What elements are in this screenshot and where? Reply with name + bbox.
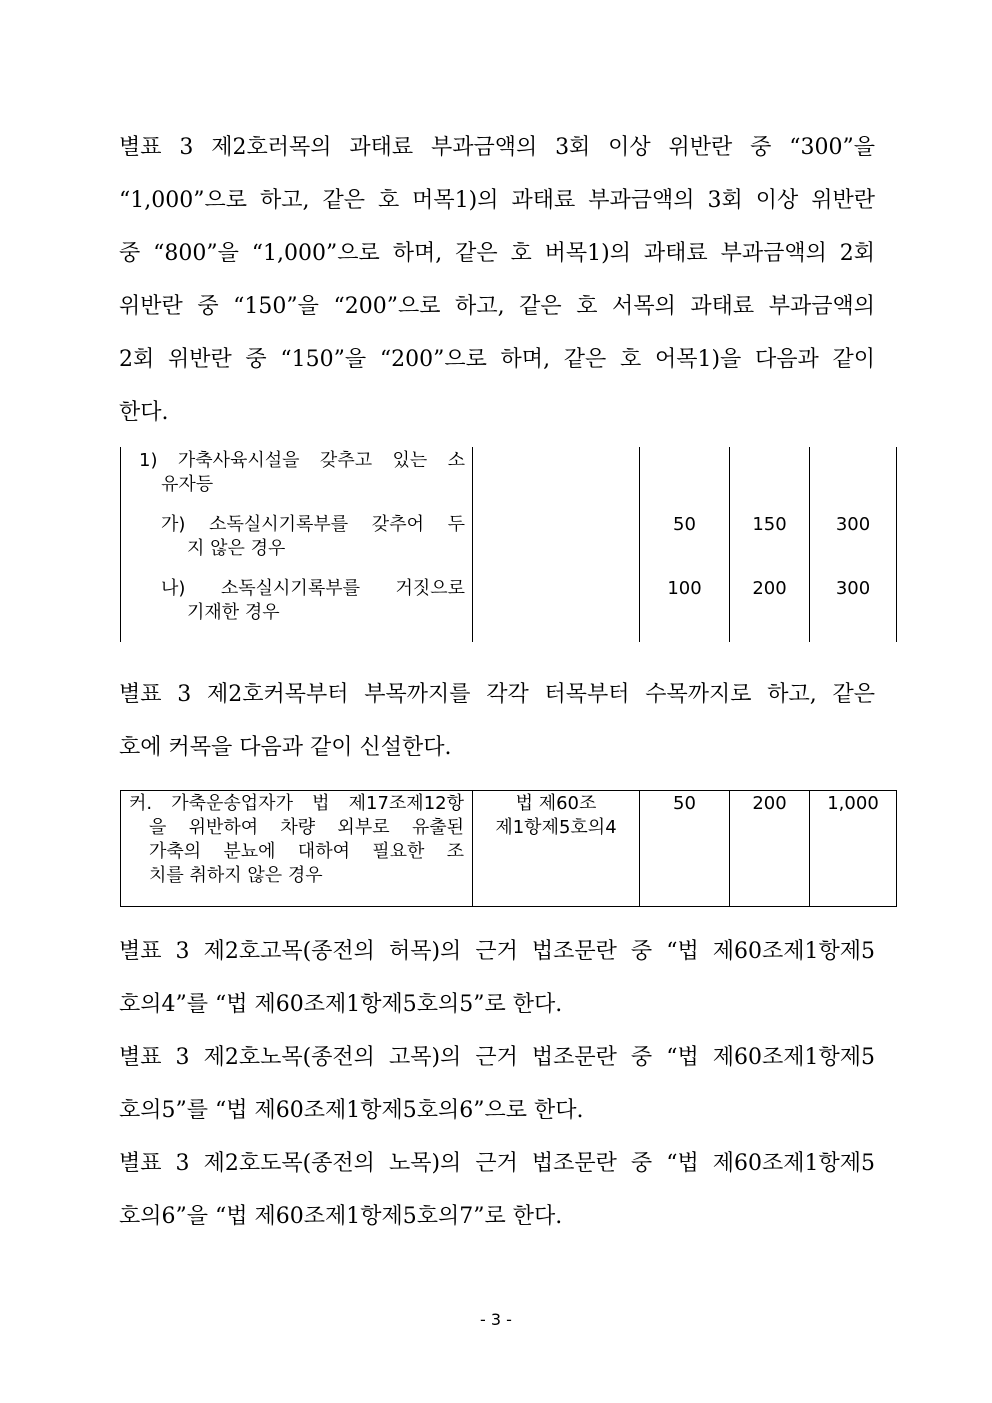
table-text-line: 치를 취하지 않은 경우 — [149, 865, 323, 886]
penalty-value: 300 — [835, 578, 871, 599]
table-text-line: 지 않은 경우 — [187, 538, 286, 559]
table-text-line: 가축의 분뇨에 대하여 필요한 조 — [149, 841, 464, 862]
paragraph-line: 별표 3 제2호노목(종전의 고목)의 근거 법조문란 중 “법 제60조제1항제5 — [119, 1045, 875, 1070]
page-number: - 3 - — [480, 1310, 512, 1329]
violation-description-cell — [121, 791, 473, 907]
table-text-line: 제1항제5호의4 — [495, 817, 617, 838]
paragraph-line: 호의5”를 “법 제60조제1항제5호의6”으로 한다. — [119, 1098, 584, 1123]
table-text-line: 유자등 — [161, 474, 214, 495]
paragraph-line: 2회 위반란 중 “150”을 “200”으로 하며, 같은 호 어목1)을 다음과 같이 — [119, 347, 875, 372]
third-violation-cell — [810, 791, 897, 907]
second-violation-cell — [730, 791, 810, 907]
table-row — [121, 447, 897, 642]
table-text-line: 을 위반하여 차량 외부로 유출된 — [149, 817, 464, 838]
paragraph-line: 별표 3 제2호러목의 과태료 부과금액의 3회 이상 위반란 중 “300”을 — [119, 135, 875, 160]
paragraph-line: 호의6”을 “법 제60조제1항제5호의7”로 한다. — [119, 1204, 563, 1229]
paragraph-line: 별표 3 제2호커목부터 부목까지를 각각 터목부터 수목까지로 하고, 같은 — [119, 682, 875, 707]
table-text-line: 커. 가축운송업자가 법 제17조제12항 — [129, 793, 464, 814]
first-violation-cell — [640, 791, 730, 907]
penalty-value: 200 — [752, 793, 787, 814]
paragraph-line: 별표 3 제2호고목(종전의 허목)의 근거 법조문란 중 “법 제60조제1항제5 — [119, 939, 875, 964]
second-violation-cell — [730, 447, 810, 642]
violation-description-cell — [121, 447, 473, 642]
penalty-value: 150 — [752, 514, 787, 535]
table-text-line: 1) 가축사육시설을 갖추고 있는 소 — [139, 450, 465, 471]
legal-basis-cell — [473, 447, 640, 642]
table-text-line: 가) 소독실시기록부를 갖추어 두 — [161, 514, 465, 535]
paragraph-line: 중 “800”을 “1,000”으로 하며, 같은 호 버목1)의 과태료 부과금액의 2회 — [119, 241, 875, 266]
paragraph-line: 호에 커목을 다음과 같이 신설한다. — [119, 735, 452, 760]
paragraph-line: 호의4”를 “법 제60조제1항제5호의5”로 한다. — [119, 992, 563, 1017]
table-text-line: 법 제60조 — [515, 793, 597, 814]
table-row — [121, 791, 897, 907]
table-text-line: 기재한 경우 — [187, 602, 280, 623]
penalty-table-2 — [120, 790, 897, 907]
penalty-value: 200 — [752, 578, 787, 599]
first-violation-cell — [640, 447, 730, 642]
table-text-line: 나) 소독실시기록부를 거짓으로 — [161, 578, 465, 599]
penalty-value: 300 — [835, 514, 871, 535]
legal-basis-cell — [473, 791, 640, 907]
penalty-table-1 — [120, 447, 897, 642]
paragraph-line: 한다. — [119, 400, 169, 425]
paragraph-line: “1,000”으로 하고, 같은 호 머목1)의 과태료 부과금액의 3회 이상 위반란 — [119, 188, 875, 213]
penalty-value: 1,000 — [827, 793, 879, 814]
penalty-value: 100 — [667, 578, 702, 599]
paragraph-line: 위반란 중 “150”을 “200”으로 하고, 같은 호 서목의 과태료 부과금액의 — [119, 294, 875, 319]
penalty-value: 50 — [673, 793, 696, 814]
paragraph-line: 별표 3 제2호도목(종전의 노목)의 근거 법조문란 중 “법 제60조제1항제5 — [119, 1151, 875, 1176]
third-violation-cell — [810, 447, 897, 642]
penalty-value: 50 — [673, 514, 696, 535]
